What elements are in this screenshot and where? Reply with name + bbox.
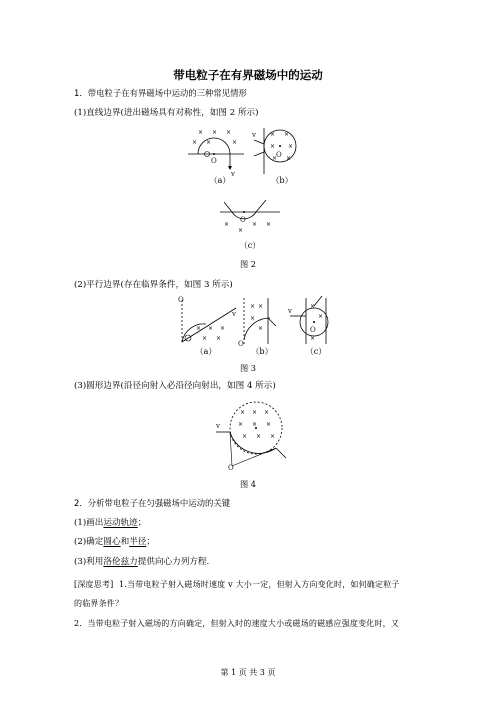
label-O: O: [228, 464, 234, 472]
svg-text:×: ×: [238, 227, 244, 234]
section-2-heading: 2．分析带电粒子在匀强磁场中运动的关键: [74, 498, 231, 508]
svg-text:×: ×: [206, 139, 212, 146]
svg-text:×: ×: [310, 335, 316, 342]
svg-text:×: ×: [242, 433, 248, 440]
figure-4-caption: 图 4: [240, 479, 256, 489]
page-title: 带电粒子在有界磁场中的运动: [173, 68, 323, 82]
svg-text:×: ×: [270, 433, 276, 440]
item-circular-boundary: (3)圆形边界(沿径向射入必沿径向射出，如图 4 所示): [74, 381, 276, 391]
entry-velocity: [254, 140, 264, 144]
svg-text:×: ×: [250, 303, 256, 310]
label-O: O: [240, 216, 246, 224]
svg-text:×: ×: [256, 433, 262, 440]
svg-text:×: ×: [288, 143, 294, 150]
caption-b: （b）: [271, 175, 293, 185]
item-line-boundary: (1)直线边界(进出磁场具有对称性，如图 2 所示): [74, 108, 259, 118]
svg-text:×: ×: [250, 315, 256, 322]
figure-3a-diagram: [176, 294, 240, 348]
deep-thinking-q2: 2．当带电粒子射入磁场的方向确定，但射入时的速度大小或磁场的磁感应强度变化时，又: [74, 619, 400, 628]
svg-text:×: ×: [238, 421, 244, 428]
deep-thinking-q1: [深度思考] 1.当带电粒子射入磁场时速度 v 大小一定，但射入方向变化时，如何确定粒子: [74, 580, 400, 589]
label-O: O: [310, 326, 316, 334]
svg-text:×: ×: [240, 409, 246, 416]
figure-2c-diagram: [218, 196, 282, 242]
key-point-2: (2)确定圆心和半径；: [74, 537, 155, 547]
caption-3a: （a）: [195, 346, 217, 356]
item-parallel-boundary: (2)平行边界(存在临界条件，如图 3 所示): [74, 280, 233, 290]
svg-text:×: ×: [224, 221, 230, 228]
label-O: O: [238, 340, 244, 348]
svg-text:×: ×: [272, 155, 278, 162]
label-O: O: [211, 157, 217, 165]
svg-text:×: ×: [196, 325, 202, 332]
figure-2-caption: 图 2: [240, 259, 256, 269]
svg-text:×: ×: [252, 421, 258, 428]
caption-c: （c）: [239, 240, 261, 250]
svg-text:×: ×: [266, 421, 272, 428]
key-point-3: (3)利用洛伦兹力提供向心力列方程.: [74, 557, 210, 567]
svg-text:×: ×: [270, 143, 276, 150]
svg-text:×: ×: [232, 139, 238, 146]
svg-text:×: ×: [252, 221, 258, 228]
svg-text:×: ×: [216, 335, 222, 342]
svg-text:×: ×: [198, 129, 204, 136]
svg-text:×: ×: [310, 303, 316, 310]
exit-velocity: [254, 152, 264, 156]
caption-3c: （c）: [305, 346, 327, 356]
figure-4-diagram: [212, 398, 292, 472]
svg-text:×: ×: [264, 409, 270, 416]
page-footer: 第 1 页 共 3 页: [220, 668, 276, 677]
svg-text:×: ×: [284, 131, 290, 138]
svg-text:×: ×: [208, 325, 214, 332]
deep-thinking-q1-cont: 的临界条件？: [74, 599, 124, 608]
label-v: v: [216, 422, 220, 430]
svg-text:×: ×: [266, 221, 272, 228]
figure-3b-diagram: [236, 294, 288, 348]
label-v: v: [288, 307, 292, 315]
svg-text:×: ×: [252, 409, 258, 416]
svg-text:×: ×: [220, 325, 226, 332]
center-dot: [279, 145, 281, 147]
label-v: v: [232, 310, 236, 318]
svg-text:×: ×: [202, 335, 208, 342]
svg-text:×: ×: [318, 313, 324, 320]
svg-text:×: ×: [258, 325, 264, 332]
section-1-heading: 1．带电粒子在有界磁场中运动的三种常见情形: [74, 88, 247, 98]
label-v: v: [231, 170, 235, 178]
label-O: O: [178, 296, 184, 304]
figure-3c-diagram: [286, 294, 342, 348]
trajectory-arc: [198, 138, 230, 154]
svg-text:×: ×: [286, 155, 292, 162]
label-v: v: [252, 131, 256, 139]
svg-text:×: ×: [258, 303, 264, 310]
center-dot: [213, 153, 215, 155]
svg-text:×: ×: [212, 129, 218, 136]
caption-3b: （b）: [251, 346, 273, 356]
figure-3-caption: 图 3: [240, 363, 256, 373]
svg-text:×: ×: [270, 131, 276, 138]
svg-text:×: ×: [226, 129, 232, 136]
key-point-1: (1)画出运动轨迹；: [74, 518, 147, 528]
caption-a: （a）: [209, 175, 231, 185]
label-O: O: [276, 151, 282, 159]
svg-text:×: ×: [192, 139, 198, 146]
